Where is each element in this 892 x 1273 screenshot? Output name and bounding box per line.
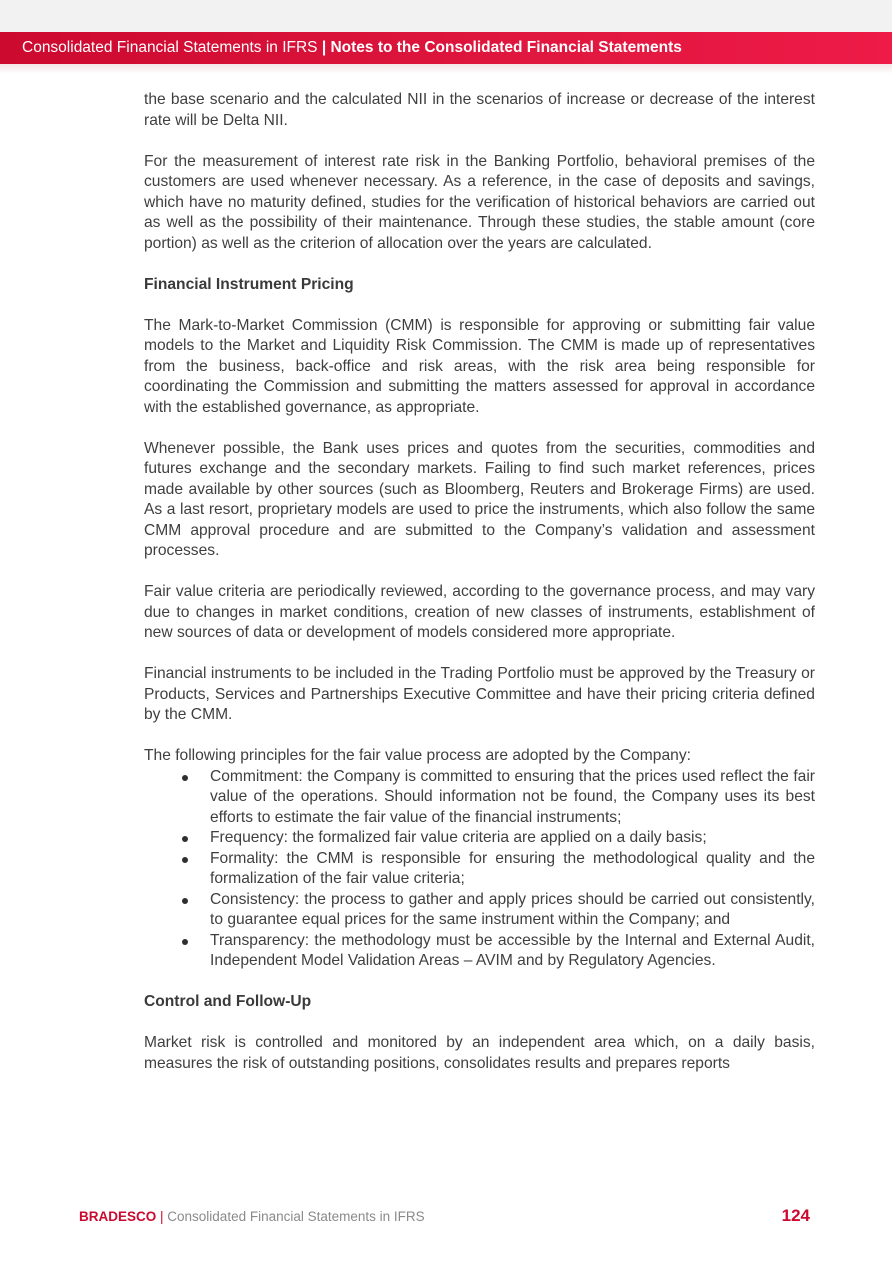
- principles-list: [144, 767, 815, 972]
- paragraph-principles-intro: The following principles for the fair value process are adopted by the Company:: [144, 747, 691, 764]
- paragraph-market-risk-control: Market risk is controlled and monitored by an independent area which, on a daily basis, measures the risk of outstanding positions, consolidates results and prepares reports: [144, 1034, 815, 1072]
- bullet-icon: [182, 836, 188, 842]
- list-item-text: Commitment: the Company is committed to ensuring that the prices used reflect the fair value of the operations. Should information not be found, the Company uses its best efforts to estimate the fair value of the financial instruments;: [210, 767, 815, 826]
- footer-doc-title: Consolidated Financial Statements in IFRS: [167, 1209, 425, 1224]
- list-item-text: Transparency: the methodology must be accessible by the Internal and External Audit, Independent Model Validation Areas – AVIM and by Regulatory Agencies.: [210, 931, 815, 969]
- list-item: [210, 890, 815, 931]
- list-item-text: Consistency: the process to gather and apply prices should be carried out consistently, to guarantee equal prices for the same instrument within the Company; and: [210, 890, 815, 928]
- header-separator: |: [317, 39, 331, 56]
- bullet-icon: [182, 898, 188, 904]
- page-number: 124: [781, 1206, 810, 1225]
- list-item: [210, 849, 815, 890]
- paragraph-delta-nii: the base scenario and the calculated NII in the scenarios of increase or decrease of the interest rate will be Delta NII.: [144, 91, 815, 129]
- header-title-left: Consolidated Financial Statements in IFRS: [22, 39, 318, 56]
- list-item: [210, 828, 815, 849]
- bullet-icon: [182, 939, 188, 945]
- paragraph-price-sources: Whenever possible, the Bank uses prices and quotes from the securities, commodities and futures exchange and the secondary markets. Failing to find such market references, prices made available by other sources (such as Bloomberg, Reuters and Brokerage Firms) are used. As a last resort, proprietary models are used to price the instruments, which also follow the same CMM approval procedure and are submitted to the Company’s validation and assessment processes.: [144, 439, 815, 559]
- list-item: [210, 931, 815, 972]
- section-heading-pricing: Financial Instrument Pricing: [144, 275, 354, 293]
- header-title-right: Notes to the Consolidated Financial Statements: [330, 39, 682, 56]
- bullet-icon: [182, 775, 188, 781]
- top-band: [0, 0, 892, 32]
- list-item-text: Frequency: the formalized fair value criteria are applied on a daily basis;: [210, 829, 707, 846]
- paragraph-fair-value-review: Fair value criteria are periodically reviewed, according to the governance process, and may vary due to changes in market conditions, creation of new classes of instruments, establishment of new sources of data or development of models considered more appropriate.: [144, 583, 815, 641]
- body-content: [144, 90, 815, 1074]
- list-item-text: Formality: the CMM is responsible for ensuring the methodological quality and the formalization of the fair value criteria;: [210, 849, 815, 887]
- paragraph-cmm: The Mark-to-Market Commission (CMM) is responsible for approving or submitting fair value models to the Market and Liquidity Risk Commission. The CMM is made up of representatives from the business, back-office and risk areas, with the risk area being responsible for coordinating the Commission and submitting the matters assessed for approval in accordance with the established governance, as appropriate.: [144, 316, 815, 416]
- bullet-icon: [182, 857, 188, 863]
- list-item: [210, 767, 815, 829]
- paragraph-trading-portfolio: Financial instruments to be included in the Trading Portfolio must be approved by the Treasury or Products, Services and Partnerships Executive Committee and have their pricing criteria defined by the CMM.: [144, 665, 815, 723]
- paragraph-interest-rate-risk: For the measurement of interest rate risk in the Banking Portfolio, behavioral premises of the customers are used whenever necessary. As a reference, in the case of deposits and savings, which have no maturity defined, studies for the verification of historical behaviors are carried out as well as the possibility of their maintenance. Through these studies, the stable amount (core portion) as well as the criterion of allocation over the years are calculated.: [144, 152, 815, 252]
- footer-brand: BRADESCO: [79, 1209, 157, 1224]
- page-header: [0, 32, 892, 64]
- header-shadow: [0, 64, 892, 74]
- page-footer: [79, 1208, 425, 1226]
- section-heading-control: Control and Follow-Up: [144, 993, 312, 1010]
- footer-separator: |: [156, 1209, 168, 1224]
